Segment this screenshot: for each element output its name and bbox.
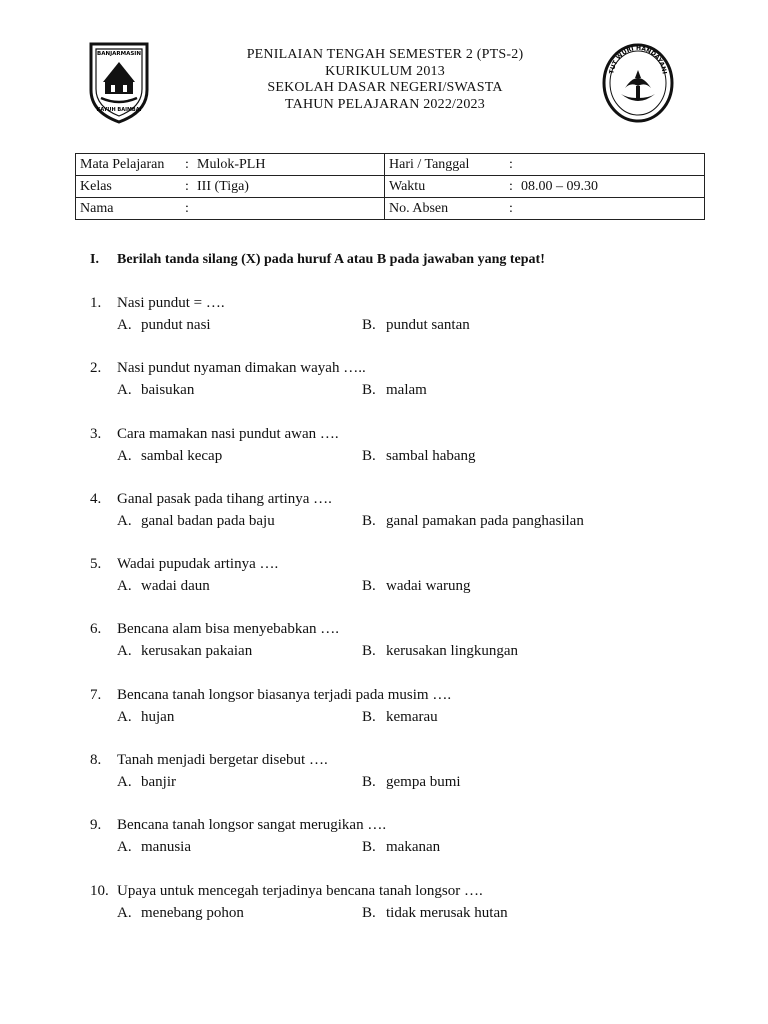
option-b-letter[interactable]: B. [362,708,376,725]
option-b-letter[interactable]: B. [362,839,376,856]
question-item [90,488,710,553]
colon: : [185,156,189,172]
question-text: Tanah menjadi bergetar disebut …. [117,752,328,769]
option-b-text: tidak merusak hutan [386,904,508,921]
option-b-text: gempa bumi [386,774,461,791]
subject-cell [76,154,385,176]
option-b-letter[interactable]: B. [362,512,376,529]
info-row [76,176,705,198]
option-a[interactable] [117,379,362,401]
question-item [90,618,710,683]
answer-options [90,445,710,467]
name-cell[interactable] [76,198,385,220]
option-b-letter[interactable]: B. [362,447,376,464]
answer-options [90,640,710,662]
question-text: Bencana tanah longsor biasanya terjadi pada musim …. [117,686,452,703]
question-number: 3. [90,425,102,442]
question-stem [90,357,710,379]
answer-options [90,836,710,858]
info-row [76,154,705,176]
option-a[interactable] [117,445,362,467]
question-item [90,814,710,879]
option-a-text: manusia [141,839,191,856]
colon: : [509,200,513,216]
option-b-text: wadai warung [386,578,471,595]
question-number: 6. [90,621,102,638]
option-a-letter[interactable]: A. [117,904,132,921]
option-b-text: malam [386,382,427,399]
time-label: Waktu [389,178,426,194]
option-a-text: baisukan [141,382,195,399]
option-a[interactable] [117,640,362,662]
option-a[interactable] [117,706,362,728]
day-cell[interactable] [385,154,705,176]
question-text: Nasi pundut = …. [117,295,225,311]
info-row [76,198,705,220]
option-a-text: hujan [141,708,175,725]
option-a[interactable] [117,575,362,597]
school-district-emblem-icon [87,40,151,124]
option-b[interactable] [362,510,584,532]
option-b[interactable] [362,379,427,401]
colon: : [509,178,513,194]
time-cell [385,176,705,198]
question-stem [90,488,710,510]
answer-options [90,510,710,532]
absen-cell[interactable] [385,198,705,220]
option-b-text: kemarau [386,708,438,725]
option-a-text: wadai daun [141,578,210,595]
option-a-text: ganal badan pada baju [141,512,275,529]
name-label: Nama [80,200,114,216]
question-number: 9. [90,817,102,834]
option-b[interactable] [362,902,508,924]
question-stem [90,749,710,771]
option-b-text: ganal pamakan pada panghasilan [386,512,584,529]
option-b-letter[interactable]: B. [362,774,376,791]
option-a-letter[interactable]: A. [117,317,132,333]
colon: : [509,156,513,172]
question-stem [90,684,710,706]
question-item [90,749,710,814]
subject-value: Mulok-PLH [197,156,266,172]
option-b[interactable] [362,445,476,467]
colon: : [185,200,189,216]
question-number: 5. [90,556,102,573]
option-a-text: menebang pohon [141,904,244,921]
answer-options [90,314,710,336]
question-item [90,357,710,422]
header-school: SEKOLAH DASAR NEGERI/SWASTA [267,80,503,95]
question-number: 8. [90,752,102,769]
section-instruction [90,252,710,268]
option-b[interactable] [362,706,438,728]
question-number: 2. [90,360,102,377]
question-text: Wadai pupudak artinya …. [117,556,279,573]
question-number: 10. [90,882,109,899]
exam-header [175,47,595,113]
question-stem [90,553,710,575]
question-text: Bencana alam bisa menyebabkan …. [117,621,339,638]
option-a-text: kerusakan pakaian [141,643,253,660]
answer-options [90,706,710,728]
question-stem [90,880,710,902]
question-item [90,423,710,488]
option-b-text: sambal habang [386,447,476,464]
option-b[interactable] [362,575,471,597]
option-a[interactable] [117,314,362,336]
option-a[interactable] [117,836,362,858]
answer-options [90,379,710,401]
option-b-letter[interactable]: B. [362,382,376,399]
option-b-text: kerusakan lingkungan [386,643,519,660]
question-item [90,292,710,357]
option-a[interactable] [117,510,362,532]
question-text: Cara mamakan nasi pundut awan …. [117,425,339,442]
emblem-text-top: BANJARMASIN [97,51,141,57]
option-b[interactable] [362,836,440,858]
instruction-text: Berilah tanda silang (X) pada huruf A atau B pada jawaban yang tepat! [117,252,545,267]
option-a-letter[interactable]: A. [117,643,132,660]
header-title: PENILAIAN TENGAH SEMESTER 2 (PTS-2) [246,47,524,62]
time-value: 08.00 – 09.30 [521,178,598,194]
colon: : [185,178,189,194]
answer-options [90,902,710,924]
question-list [90,292,710,945]
option-b[interactable] [362,314,470,336]
option-b[interactable] [362,771,461,793]
option-b-letter[interactable]: B. [362,317,376,333]
option-a-letter[interactable]: A. [117,382,132,399]
question-stem [90,292,710,314]
absen-label: No. Absen [389,200,449,216]
student-info-table [75,153,705,220]
option-a-text: banjir [141,774,176,791]
header-year: TAHUN PELAJARAN 2022/2023 [285,96,485,112]
question-item [90,553,710,618]
class-label: Kelas [80,178,112,194]
option-b-letter[interactable]: B. [362,643,376,660]
question-stem [90,814,710,836]
option-b[interactable] [362,640,518,662]
tut-wuri-handayani-emblem-icon [601,42,675,124]
class-value: III (Tiga) [197,178,249,194]
question-stem [90,423,710,445]
option-a-letter[interactable]: A. [117,578,132,595]
emblem-motto: TUT WURI HANDAYANI [608,44,668,75]
option-a[interactable] [117,902,362,924]
option-a-letter[interactable]: A. [117,708,132,725]
option-a-letter[interactable]: A. [117,774,132,791]
option-a-letter[interactable]: A. [117,447,132,464]
header-curriculum: KURIKULUM 2013 [325,63,445,79]
option-a-text: pundut nasi [141,317,211,333]
question-text: Ganal pasak pada tihang artinya …. [117,490,332,507]
question-number: 7. [90,686,102,703]
class-cell [76,176,385,198]
question-text: Nasi pundut nyaman dimakan wayah ….. [117,360,366,377]
option-b-text: pundut santan [386,317,470,333]
option-b-letter[interactable]: B. [362,904,376,921]
emblem-text-bottom: KAYUH BAIMBAI [96,107,142,113]
question-number: 4. [90,490,102,507]
answer-options [90,771,710,793]
question-item [90,880,710,945]
option-b-letter[interactable]: B. [362,578,376,595]
option-a[interactable] [117,771,362,793]
option-a-letter[interactable]: A. [117,839,132,856]
question-text: Upaya untuk mencegah terjadinya bencana tanah longsor …. [117,882,483,899]
option-b-text: makanan [386,839,441,856]
section-number: I. [90,252,99,267]
option-a-text: sambal kecap [141,447,223,464]
answer-options [90,575,710,597]
question-item [90,684,710,749]
question-text: Bencana tanah longsor sangat merugikan …. [117,817,387,834]
subject-label: Mata Pelajaran [80,156,165,172]
day-label: Hari / Tanggal [389,156,470,172]
question-number: 1. [90,295,102,311]
option-a-letter[interactable]: A. [117,512,132,529]
question-stem [90,618,710,640]
